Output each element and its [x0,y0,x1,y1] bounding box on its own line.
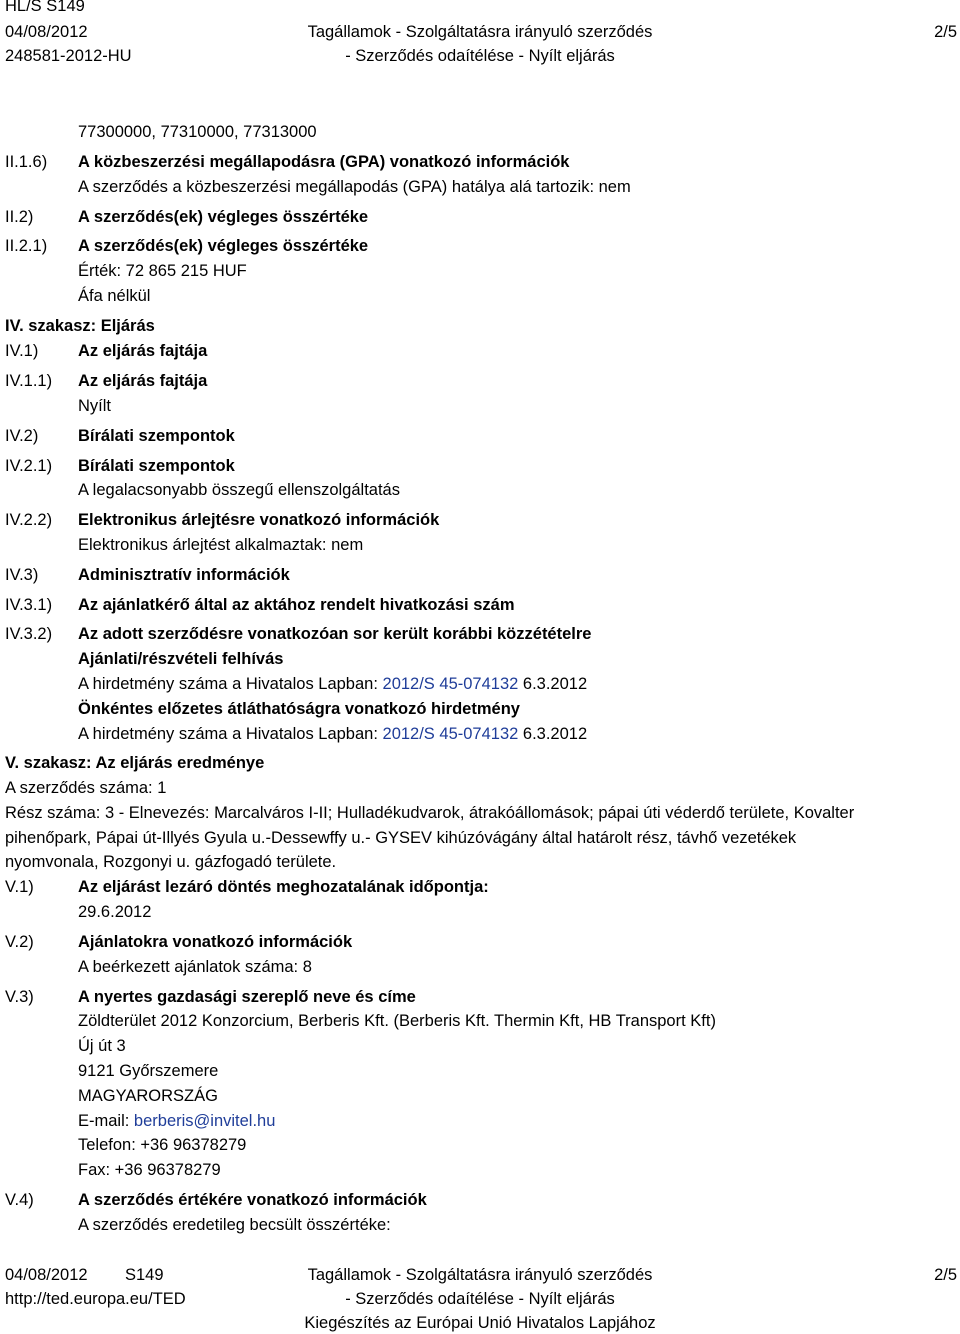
section-heading: Bírálati szempontok [78,427,235,445]
section-heading: Adminisztratív információk [78,566,290,584]
section-number: II.2) [5,208,34,226]
section-number: IV.2.2) [5,511,53,529]
footer-url[interactable]: http://ted.europa.eu/TED [5,1290,186,1308]
award-criteria: A legalacsonyabb összegű ellenszolgáltatás [78,481,400,499]
transparency-notice-ref [78,724,587,744]
notice-ref-label: A hirdetmény száma a Hivatalos Lapban: [78,725,383,743]
winner-city: 9121 Győrszemere [78,1062,219,1080]
section-heading: A nyertes gazdasági szereplő neve és címe [78,988,416,1006]
section-number: IV.1.1) [5,372,53,390]
section-heading: Bírálati szempontok [78,457,235,475]
header-page: 2/5 [934,23,957,41]
lot-description-line3: nyomvonala, Rozgonyi u. gázfogadó területe. [5,853,337,871]
winner-fax: Fax: +36 96378279 [78,1161,221,1179]
header-date: 04/08/2012 [5,23,88,41]
contract-number: A szerződés száma: 1 [5,779,167,797]
section-heading: Az eljárás fajtája [78,372,208,390]
footer-title-line3: Kiegészítés az Európai Unió Hivatalos Lapjához [304,1314,656,1332]
winner-email [78,1111,275,1131]
decision-date: 29.6.2012 [78,903,152,921]
email-label: E-mail: [78,1112,134,1130]
header-title-line1: Tagállamok - Szolgáltatásra irányuló szerződés [307,23,653,41]
notice-link[interactable]: 2012/S 45-074132 [382,725,519,743]
section-number: IV.1) [5,342,39,360]
footer-title-line1: Tagállamok - Szolgáltatásra irányuló szerződés [307,1266,653,1284]
section-number: V.1) [5,878,34,896]
notice-date: 6.3.2012 [518,725,588,743]
section-number: IV.3.1) [5,596,53,614]
section-heading: A szerződés értékére vonatkozó információk [78,1191,427,1209]
estimated-value-label: A szerződés eredetileg becsült összértéke: [78,1216,391,1234]
winner-name: Zöldterület 2012 Konzorcium, Berberis Kft. (Berberis Kft. Thermin Kft, HB Transport Kft) [78,1012,716,1030]
winner-phone: Telefon: +36 96378279 [78,1136,247,1154]
section-heading: Ajánlatokra vonatkozó információk [78,933,353,951]
e-auction-text: Elektronikus árlejtést alkalmaztak: nem [78,536,364,554]
footer-page: 2/5 [934,1266,957,1284]
section-v-title: V. szakasz: Az eljárás eredménye [5,754,265,772]
section-heading: A közbeszerzési megállapodásra (GPA) vonatkozó információk [78,153,570,171]
section-heading: Az eljárást lezáró döntés meghozatalának időpontja: [78,878,489,896]
section-heading: A szerződés(ek) végleges összértéke [78,208,369,226]
section-number: V.3) [5,988,34,1006]
prior-notice-heading: Ajánlati/részvételi felhívás [78,650,284,668]
section-number: IV.3.2) [5,625,53,643]
section-number: II.1.6) [5,153,48,171]
header-title-line2: - Szerződés odaítélése - Nyílt eljárás [345,47,615,65]
footer-code: S149 [125,1266,164,1284]
section-heading: Az eljárás fajtája [78,342,208,360]
contract-value: Érték: 72 865 215 HUF [78,262,247,280]
lot-description-line1: Rész száma: 3 - Elnevezés: Marcalváros I-II; Hulladékudvarok, átrakóállomások; pápai úti véderdő területe, Kovalter [5,804,855,822]
section-number: V.4) [5,1191,34,1209]
section-heading: Az adott szerződésre vonatkozóan sor került korábbi közzétételre [78,625,592,643]
tenders-received: A beérkezett ajánlatok száma: 8 [78,958,312,976]
doc-code: HL/S S149 [5,0,85,15]
winner-street: Új út 3 [78,1037,126,1055]
section-heading: Elektronikus árlejtésre vonatkozó információk [78,511,440,529]
lot-description-line2: pihenőpark, Pápai út-Illyés Gyula u.-Dessewffy u.- GYSEV kihúzóvágány által határolt rész, távhő vezetékek [5,829,797,847]
cpv-codes: 77300000, 77310000, 77313000 [78,123,317,141]
section-iv-title: IV. szakasz: Eljárás [5,317,155,335]
section-heading: A szerződés(ek) végleges összértéke [78,237,369,255]
notice-link[interactable]: 2012/S 45-074132 [382,675,519,693]
header-ref: 248581-2012-HU [5,47,132,65]
gpa-text: A szerződés a közbeszerzési megállapodás (GPA) hatálya alá tartozik: nem [78,178,631,196]
footer-title-line2: - Szerződés odaítélése - Nyílt eljárás [345,1290,615,1308]
email-link[interactable]: berberis@invitel.hu [133,1112,276,1130]
section-number: IV.3) [5,566,39,584]
notice-date: 6.3.2012 [518,675,588,693]
prior-notice-ref [78,674,587,694]
footer-date: 04/08/2012 [5,1266,88,1284]
section-number: V.2) [5,933,34,951]
section-number: II.2.1) [5,237,48,255]
procedure-type: Nyílt [78,397,111,415]
vat-note: Áfa nélkül [78,287,151,305]
winner-country: MAGYARORSZÁG [78,1087,218,1105]
notice-ref-label: A hirdetmény száma a Hivatalos Lapban: [78,675,383,693]
transparency-notice-heading: Önkéntes előzetes átláthatóságra vonatkozó hirdetmény [78,700,520,718]
section-heading: Az ajánlatkérő által az aktához rendelt hivatkozási szám [78,596,515,614]
section-number: IV.2.1) [5,457,53,475]
section-number: IV.2) [5,427,39,445]
